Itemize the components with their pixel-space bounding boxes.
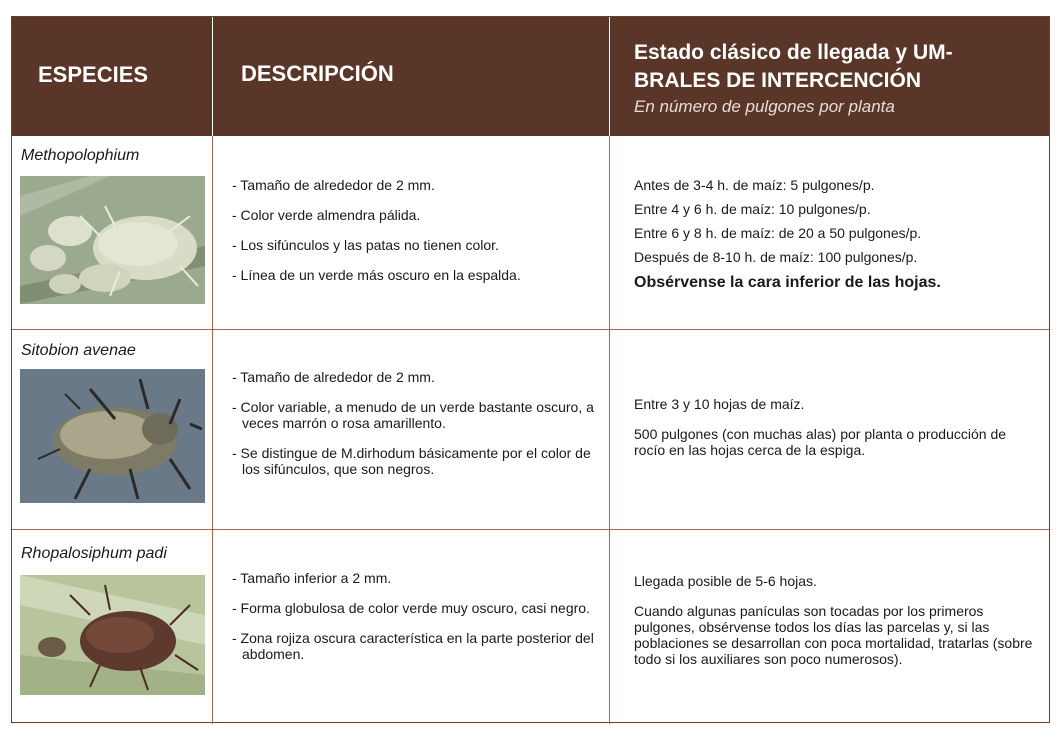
- table-header: [12, 17, 1049, 136]
- species-name: Methopolophium: [21, 147, 140, 164]
- species-description: [232, 369, 602, 491]
- status-item: Antes de 3-4 h. de maíz: 5 pulgones/p.: [634, 177, 875, 193]
- header-description: DESCRIPCIÓN: [241, 61, 394, 86]
- species-name: Sitobion avenae: [21, 342, 136, 359]
- status-item: Cuando algunas panículas son tocadas por los primeros pulgones, obsérvense todos los días las parcelas y, si las poblaciones se desarrollan con poca mortalidad, tratarlas (sobre todo si los auxiliares son poco numerosos).: [634, 603, 1033, 667]
- description-item: - Los sifúnculos y las patas no tienen color.: [232, 237, 499, 253]
- description-item: - Color variable, a menudo de un verde bastante oscuro, a veces marrón o rosa amarillento.: [232, 399, 594, 431]
- status-item: 500 pulgones (con muchas alas) por planta o producción de rocío en las hojas cerca de la espiga.: [634, 426, 1007, 458]
- description-item: - Zona rojiza oscura característica en la parte posterior del abdomen.: [232, 630, 594, 662]
- status-item: Después de 8-10 h. de maíz: 100 pulgones/p.: [634, 249, 918, 265]
- status-note: Obsérvense la cara inferior de las hojas.: [634, 274, 941, 291]
- species-name: Rhopalosiphum padi: [21, 545, 167, 562]
- status-item: Entre 6 y 8 h. de maíz: de 20 a 50 pulgones/p.: [634, 225, 922, 241]
- aphid-table: [11, 16, 1050, 723]
- column-divider: [212, 136, 213, 724]
- column-divider: [609, 136, 610, 724]
- row-divider: [12, 529, 1049, 530]
- status-item: Entre 4 y 6 h. de maíz: 10 pulgones/p.: [634, 201, 871, 217]
- species-description: [232, 570, 602, 676]
- header-species: ESPECIES: [38, 62, 149, 87]
- description-item: - Se distingue de M.dirhodum básicamente por el color de los sifúnculos, que son negros.: [232, 445, 591, 477]
- header-divider: [212, 17, 213, 136]
- status-item: Entre 3 y 10 hojas de maíz.: [634, 396, 805, 412]
- description-item: - Tamaño inferior a 2 mm.: [232, 570, 392, 586]
- header-divider: [609, 17, 610, 136]
- row-divider: [12, 329, 1049, 330]
- description-item: - Línea de un verde más oscuro en la espalda.: [232, 267, 521, 283]
- header-status-subtitle: En número de pulgones por planta: [634, 97, 895, 116]
- species-status: [634, 396, 1039, 472]
- rhopalosiphum-padi-photo: [20, 575, 205, 695]
- header-status-title: Estado clásico de llegada y UM-BRALES DE INTERCENCIÓN: [634, 41, 953, 92]
- description-item: - Tamaño de alrededor de 2 mm.: [232, 177, 435, 193]
- methopolophium-photo: [20, 176, 205, 304]
- sitobion-avenae-photo: [20, 369, 205, 503]
- description-item: - Forma globulosa de color verde muy oscuro, casi negro.: [232, 600, 590, 616]
- status-item: Llegada posible de 5-6 hojas.: [634, 573, 817, 589]
- species-status: [634, 177, 1039, 299]
- description-item: - Tamaño de alrededor de 2 mm.: [232, 369, 435, 385]
- description-item: - Color verde almendra pálida.: [232, 207, 421, 223]
- species-description: [232, 177, 602, 297]
- species-status: [634, 573, 1039, 681]
